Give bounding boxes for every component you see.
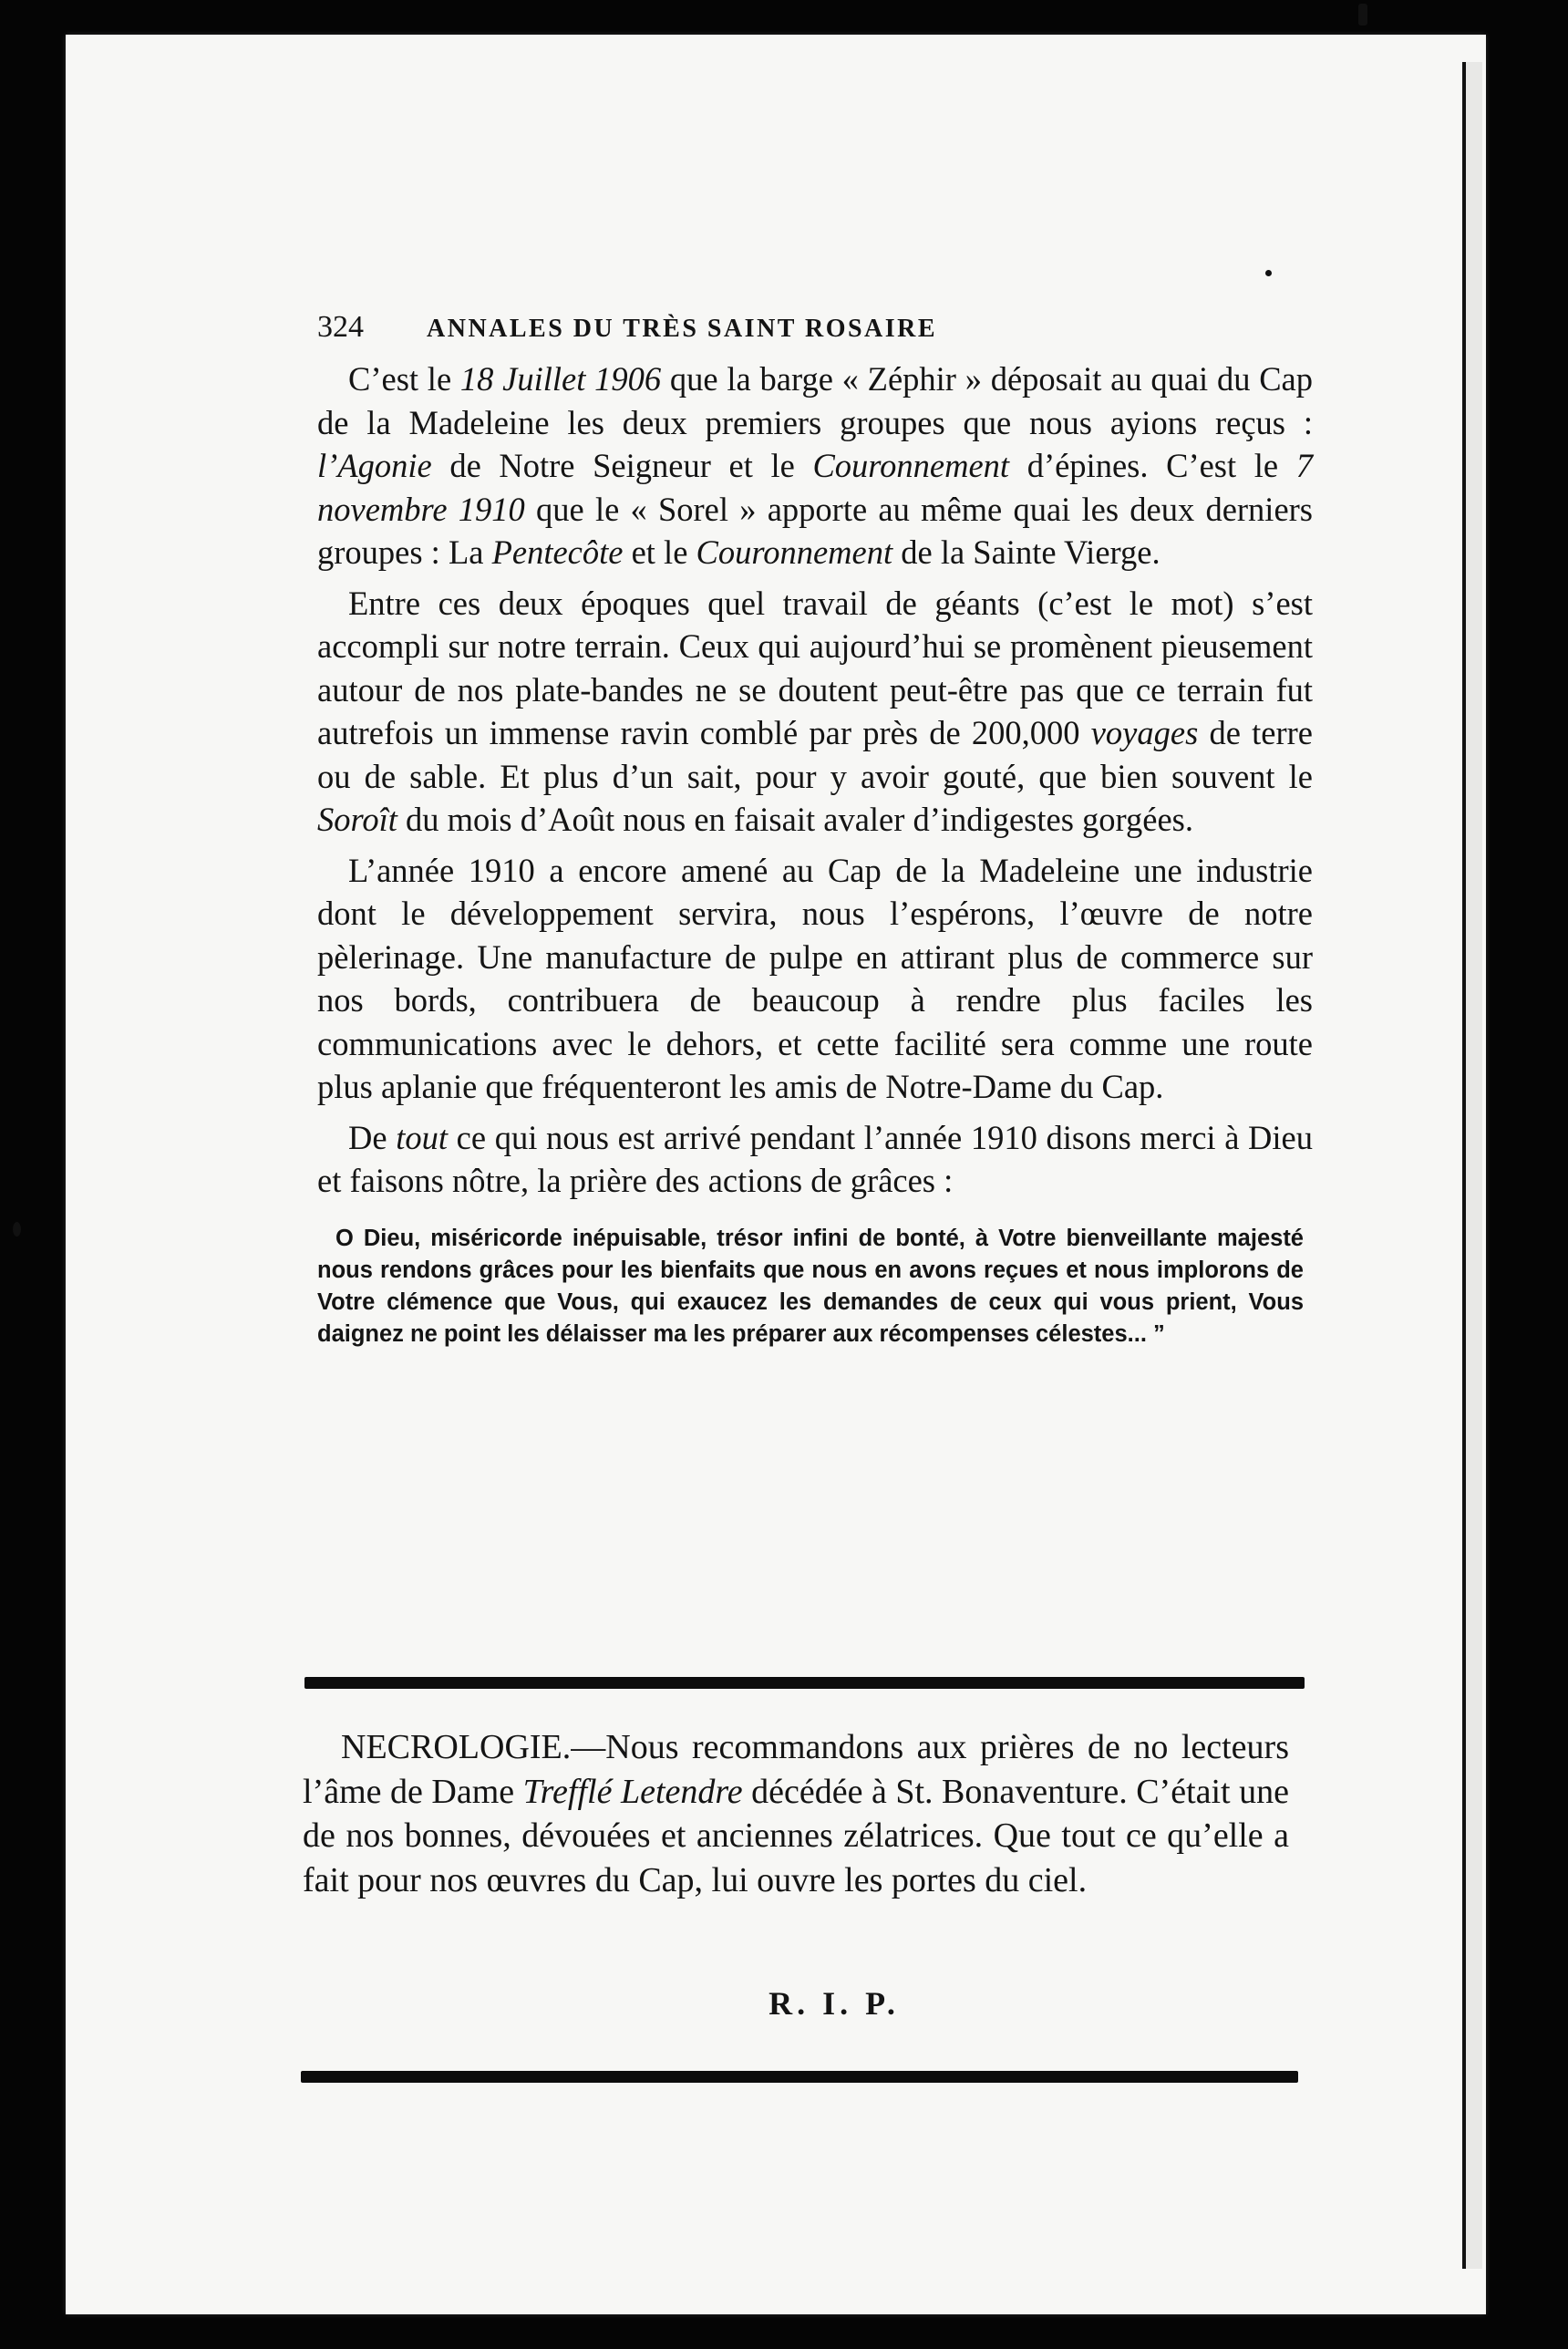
italic-text: tout — [396, 1118, 449, 1156]
italic-text: voyages — [1090, 714, 1199, 751]
paragraph-text: de Notre Seigneur et le — [431, 447, 813, 484]
facing-page-edge — [1462, 62, 1482, 2269]
deceased-name: Trefflé Letendre — [522, 1772, 743, 1811]
necrology-lead: NECROLOGIE. — [341, 1728, 572, 1766]
paragraph-text: que le « Sorel » apporte au même quai les deux derniers groupes : La — [317, 490, 1314, 571]
necrology-text-after-name: décédée à St. Bonaventure. C’était une de nos bonnes, dévouées et anciennes zélatrices. Que tout ce qu’elle a fait pour nos œuvres du Cap, lui ouvre les portes du ciel. — [303, 1772, 1289, 1899]
page-content — [317, 310, 1313, 1350]
italic-text: Pentecôte — [491, 533, 624, 571]
necrology-text-before-name: —Nous recommandons aux prières de no lecteurs l’âme de Dame — [303, 1728, 1289, 1811]
prayer-text: O Dieu, miséricorde inépuisable, trésor infini de bonté, à Votre bienveillante majesté nous rendons grâces pour les bienfaits que nous en avons reçues et nous implorons de Votre clémence que Vous, qui exaucez les demandes de ceux qui vous prient, Vous daignez ne point les délaisser ma les préparer aux récompenses célestes... ” — [317, 1225, 1304, 1347]
italic-text: Couronnement — [696, 533, 893, 571]
article-paragraph — [317, 582, 1313, 842]
section-divider-rule — [304, 1677, 1305, 1689]
italic-text: 7 novembre 1910 — [317, 447, 1313, 528]
scan-speck — [1265, 270, 1272, 276]
paragraph-text: du mois d’Août nous en faisait avaler d’indigestes gorgées. — [397, 801, 1194, 838]
paragraph-text: et le — [623, 533, 696, 571]
rip-closing: R. I. P. — [769, 1985, 900, 2022]
article-paragraph — [317, 1116, 1313, 1203]
running-head — [317, 310, 1313, 345]
paragraph-text: de terre ou de sable. Et plus d’un sait, pour y avoir gouté, que bien souvent le — [317, 714, 1313, 795]
paragraph-text: L’année 1910 a encore amené au Cap de la Madeleine une industrie dont le développement servira, nous l’espérons, l’œuvre de notre pèlerinage. Une manufacture de pulpe en attirant plus de commerce sur nos bords, contribuera de beaucoup à rendre plus faciles les communications avec le dehors, et cette facilité sera comme une route plus aplanie que fréquenteront les amis de Notre-Dame du Cap. — [317, 851, 1313, 1105]
italic-text: Couronnement — [812, 447, 1010, 484]
paragraph-text: d’épines. C’est le — [1009, 447, 1296, 484]
scan-speck — [1358, 4, 1367, 26]
paragraph-text: Entre ces deux époques quel travail de géants (c’est le mot) s’est accompli sur notre terrain. Ceux qui aujourd’hui se promènent pieusement autour de nos plate-bandes ne se doutent peut-être pas que ce terrain fut autrefois un immense ravin comblé par près de 200,000 — [317, 584, 1313, 751]
italic-text: 18 Juillet 1906 — [459, 360, 662, 398]
paragraph-text: C’est le — [348, 360, 460, 398]
paragraph-text: De — [348, 1118, 397, 1156]
scan-speck — [13, 1222, 21, 1237]
article-paragraph — [317, 849, 1313, 1109]
paragraph-text: ce qui nous est arrivé pendant l’année 1910 disons merci à Dieu et faisons nôtre, la prière des actions de grâces : — [317, 1118, 1313, 1199]
italic-text: l’Agonie — [317, 447, 432, 484]
necrology-notice — [303, 1725, 1289, 1902]
paragraph-text: que la barge « Zéphir » déposait au quai du Cap de la Madeleine les deux premiers groupes que nous ayions reçus : — [317, 360, 1314, 441]
article-paragraph — [317, 357, 1313, 574]
italic-text: Soroît — [317, 801, 397, 838]
running-title: ANNALES DU TRÈS SAINT ROSAIRE — [427, 315, 938, 343]
closing-rule — [301, 2071, 1298, 2083]
paragraph-text: de la Sainte Vierge. — [892, 533, 1161, 571]
page-number: 324 — [317, 310, 364, 344]
article-body — [317, 357, 1313, 1203]
